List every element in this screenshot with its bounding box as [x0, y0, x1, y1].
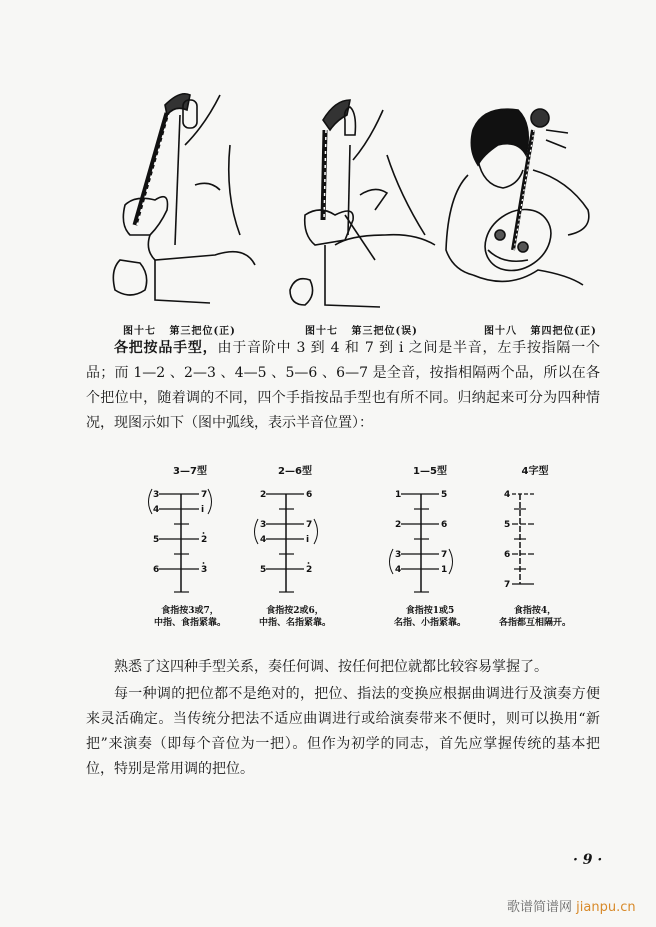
svg-text:3: 3 — [153, 490, 160, 500]
figure-label: 图十八 — [484, 326, 517, 337]
watermark-text: 歌谱简谱网 — [507, 900, 573, 915]
svg-text:7: 7 — [441, 550, 448, 560]
svg-text:1: 1 — [395, 490, 402, 500]
fret-chart — [375, 484, 485, 599]
fret-chart — [240, 484, 350, 599]
svg-text:5: 5 — [153, 535, 160, 545]
figure-title: 第三把位(正) — [169, 326, 236, 337]
svg-text:i: i — [306, 535, 310, 545]
svg-text:5: 5 — [504, 520, 511, 530]
fret-chart — [135, 484, 245, 599]
svg-text:3: 3 — [260, 520, 267, 530]
svg-text:4: 4 — [504, 490, 511, 500]
svg-text:3: 3 — [395, 550, 402, 560]
diagram-title: 1—5型 — [413, 466, 447, 477]
fret-diagram-4 — [480, 462, 590, 632]
svg-text:2: 2 — [306, 565, 313, 575]
figure-title: 第四把位(正) — [530, 326, 597, 337]
paragraph-familiarize — [86, 655, 600, 680]
illustration-third-position-wrong — [275, 85, 450, 310]
svg-text:5: 5 — [441, 490, 448, 500]
diagram-note: 食指按3或7， 中指、食指紧靠。 — [153, 606, 226, 628]
illustration-third-position-correct — [95, 85, 270, 310]
paragraph-positions-not-absolute — [86, 682, 600, 782]
illustration-fourth-position-correct — [438, 100, 608, 305]
svg-text:6: 6 — [504, 550, 511, 560]
diagram-note: 食指按2或6， 中指、名指紧靠。 — [258, 606, 331, 628]
fret-diagram-2-6 — [240, 462, 350, 632]
paragraph-text: 每一种调的把位都不是绝对的，把位、指法的变换应根据曲调进行及演奏方便来灵活确定。当传统分把法不适应曲调进行或给演奏带来不便时，则可以换用“新把”来演奏（即每个音位为一把）。但作为初学的同志，首先应掌握传统的基本把位，特别是常用调的把位。 — [86, 686, 600, 777]
diagram-title: 3—7型 — [173, 466, 207, 477]
svg-text:6: 6 — [306, 490, 313, 500]
figure-caption-18 — [484, 322, 597, 337]
watermark — [507, 896, 636, 915]
svg-text:1: 1 — [441, 565, 448, 575]
svg-text:7: 7 — [504, 580, 511, 590]
diagram-note: 食指按1或5 名指、小指紧靠。 — [393, 606, 466, 628]
paragraph-heading: 各把按品手型， — [114, 340, 218, 356]
diagram-note: 食指按4， 各指都互相隔开。 — [498, 606, 571, 628]
svg-text:5: 5 — [260, 565, 267, 575]
svg-text:7: 7 — [306, 520, 313, 530]
figure-label: 图十七 — [305, 326, 338, 337]
svg-text:6: 6 — [153, 565, 160, 575]
page-number: · 9 · — [573, 852, 603, 868]
svg-text:6: 6 — [441, 520, 448, 530]
figure-label: 图十七 — [123, 326, 156, 337]
svg-text:4: 4 — [153, 505, 160, 515]
fret-chart — [480, 484, 590, 599]
figure-caption-17a — [123, 322, 236, 337]
svg-text:7: 7 — [201, 490, 208, 500]
figure-caption-17b — [305, 322, 418, 337]
svg-text:2: 2 — [395, 520, 402, 530]
figure-title: 第三把位(误) — [351, 326, 418, 337]
diagram-title: 4字型 — [521, 466, 549, 477]
paragraph-text: 由于音阶中 3 到 4 和 7 到 i̇ 之间是半音，左手按指隔一个品；而 1—2 、2—3 、4—5 、5—6 、6—7 是全音，按指相隔两个品，所以在各个把位中，随着调的不同，四个手指按品手型也有所不同。归纳起来可分为四种情况，现图示如下（图中弧线，表示半音位置）： — [86, 340, 600, 431]
svg-text:4: 4 — [395, 565, 402, 575]
svg-text:i: i — [201, 505, 205, 515]
watermark-url: jianpu.cn — [576, 900, 636, 915]
paragraph-hand-shapes — [86, 336, 600, 436]
svg-text:2: 2 — [260, 490, 267, 500]
diagram-title: 2—6型 — [278, 466, 312, 477]
paragraph-text: 熟悉了这四种手型关系，奏任何调、按任何把位就都比较容易掌握了。 — [114, 659, 548, 675]
svg-text:3: 3 — [201, 565, 208, 575]
svg-text:2: 2 — [201, 535, 208, 545]
svg-text:4: 4 — [260, 535, 267, 545]
